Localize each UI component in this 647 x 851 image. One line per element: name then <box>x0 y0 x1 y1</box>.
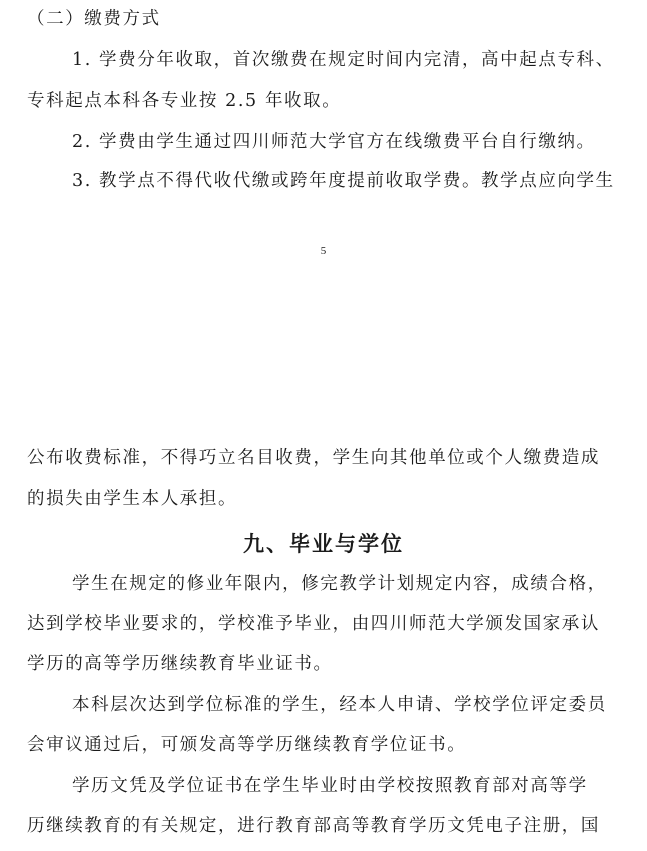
fee-item-3-continuation-line-1: 公布收费标准，不得巧立名目收费，学生向其他单位或个人缴费造成 <box>27 448 600 468</box>
section-heading-graduation: 九、毕业与学位 <box>243 532 404 556</box>
fee-item-2: 2. 学费由学生通过四川师范大学官方在线缴费平台自行缴纳。 <box>72 132 596 152</box>
fee-item-1-line-2: 专科起点本科各专业按 2.5 年收取。 <box>27 91 342 111</box>
section-title-fee-method: （二）缴费方式 <box>27 9 161 29</box>
fee-item-3-continuation-line-2: 的损失由学生本人承担。 <box>27 489 238 509</box>
fee-item-3-line-1: 3. 教学点不得代收代缴或跨年度提前收取学费。教学点应向学生 <box>72 171 615 191</box>
graduation-para-2-line-1: 本科层次达到学位标准的学生，经本人申请、学校学位评定委员 <box>72 695 607 715</box>
fee-item-1-line-1: 1. 学费分年收取，首次缴费在规定时间内完清，高中起点专科、 <box>72 50 615 70</box>
graduation-para-2-line-2: 会审议通过后，可颁发高等学历继续教育学位证书。 <box>27 735 467 755</box>
graduation-para-1-line-3: 学历的高等学历继续教育毕业证书。 <box>27 654 333 674</box>
graduation-para-3-line-2: 历继续教育的有关规定，进行教育部高等教育学历文凭电子注册，国 <box>27 816 600 836</box>
graduation-para-1-line-2: 达到学校毕业要求的，学校准予毕业，由四川师范大学颁发国家承认 <box>27 614 600 634</box>
graduation-para-3-line-1: 学历文凭及学位证书在学生毕业时由学校按照教育部对高等学 <box>72 776 588 796</box>
page-number: 5 <box>320 245 327 257</box>
graduation-para-1-line-1: 学生在规定的修业年限内，修完教学计划规定内容，成绩合格， <box>72 574 607 594</box>
